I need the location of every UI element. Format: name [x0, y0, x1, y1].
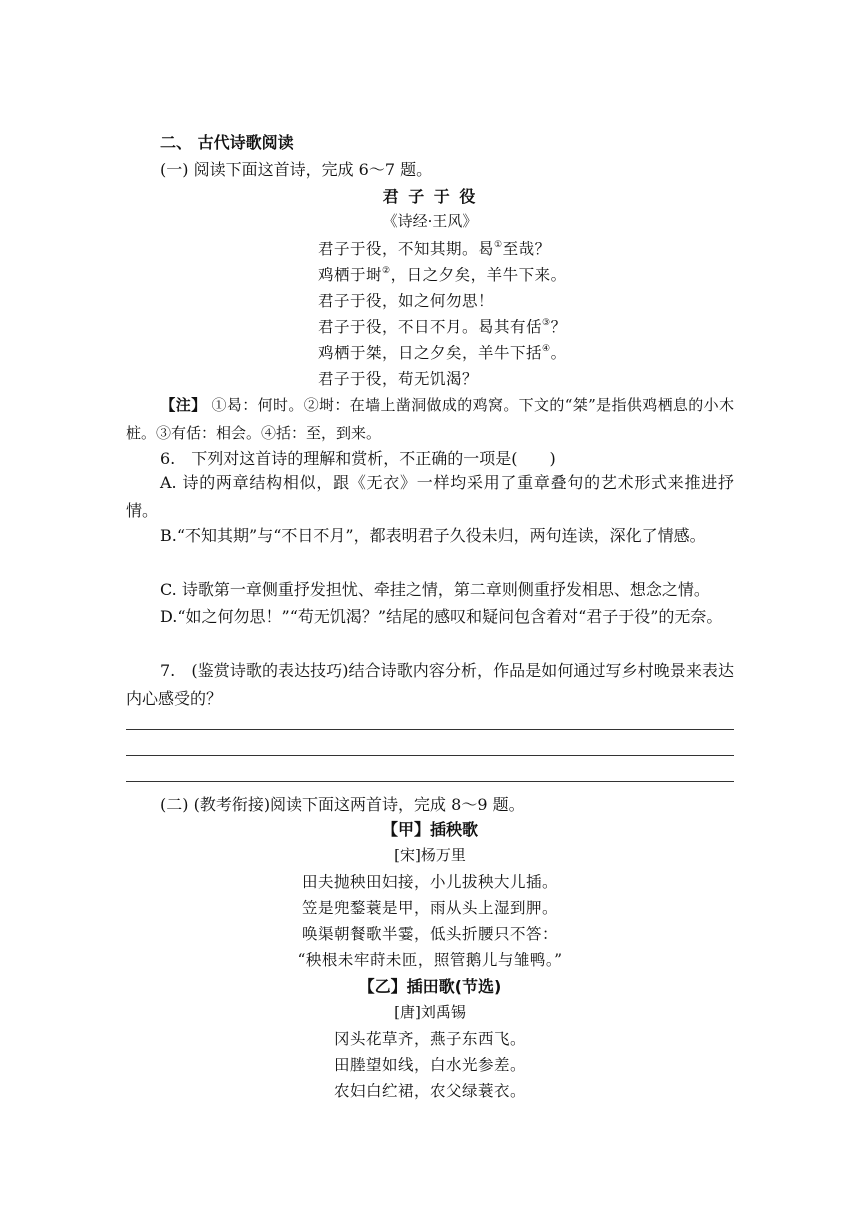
- poem-line: 君子于役，不知其期。曷①至哉？: [318, 240, 551, 258]
- answer-line[interactable]: [126, 781, 734, 782]
- poem-line: 君子于役，苟无饥渴？: [318, 370, 479, 388]
- option-d: D.“如之何勿思！”“苟无饥渴？”结尾的感叹和疑问包含着对“君子于役”的无奈。: [160, 607, 723, 626]
- poem-line: 鸡栖于桀，日之夕矣，羊牛下括④。: [318, 344, 567, 362]
- question-7: 7. (鉴赏诗歌的表达技巧)结合诗歌内容分析，作品是如何通过写乡村晚景来表达内心感受的？: [126, 661, 734, 708]
- poem-line: 鸡栖于埘②，日之夕矣，羊牛下来。: [318, 266, 567, 284]
- poem-title: 君 子 于 役: [382, 187, 478, 206]
- option-c: C. 诗歌第一章侧重抒发担忧、牵挂之情，第二章则侧重抒发相思、想念之情。: [160, 580, 710, 599]
- part2-intro: (二) (教考衔接)阅读下面这两首诗，完成 8～9 题。: [160, 795, 525, 814]
- poem-b-author: [唐]刘禹锡: [394, 1003, 466, 1021]
- answer-line[interactable]: [126, 729, 734, 730]
- poem-source: 《诗经·王风》: [382, 212, 478, 230]
- poem-a-line: 田夫抛秧田妇接，小儿拔秧大儿插。: [301, 873, 558, 891]
- poem-line: 君子于役，如之何勿思！: [318, 292, 495, 310]
- question-6: 6. 下列对这首诗的理解和赏析，不正确的一项是( ): [160, 449, 556, 468]
- option-a: A. 诗的两章结构相似，跟《无衣》一样均采用了重章叠句的艺术形式来推进抒情。: [126, 473, 734, 520]
- poem-b-line: 田塍望如线，白水光参差。: [333, 1056, 526, 1074]
- poem-a-line: 笠是兜鍪蓑是甲，雨从头上湿到胛。: [301, 899, 558, 917]
- poem-a-author: [宋]杨万里: [394, 846, 466, 864]
- poem-b-title: 【乙】插田歌(节选): [358, 977, 502, 996]
- poem-a-line: “秧根未牢莳未匝，照管鹅儿与雏鸭。”: [297, 951, 563, 969]
- section-title: 二、 古代诗歌阅读: [160, 133, 294, 152]
- option-b: B.“不知其期”与“不日不月”，都表明君子久役未归，两句连读，深化了情感。: [160, 526, 706, 545]
- poem-b-line: 农妇白纻裙，农父绿蓑衣。: [333, 1082, 526, 1100]
- poem-line: 君子于役，不日不月。曷其有佸③？: [318, 318, 567, 336]
- poem-notes: 【注】 ①曷：何时。②埘：在墙上凿洞做成的鸡窝。下文的“桀”是指供鸡栖息的小木桩。③有佸：相会。④括：至，到来。: [126, 396, 734, 442]
- poem-b-line: 冈头花草齐，燕子东西飞。: [333, 1030, 526, 1048]
- poem-a-line: 唤渠朝餐歌半霎，低头折腰只不答：: [301, 925, 558, 943]
- poem-a-title: 【甲】插秧歌: [381, 820, 478, 839]
- part1-intro: (一) 阅读下面这首诗，完成 6～7 题。: [160, 160, 433, 179]
- answer-line[interactable]: [126, 755, 734, 756]
